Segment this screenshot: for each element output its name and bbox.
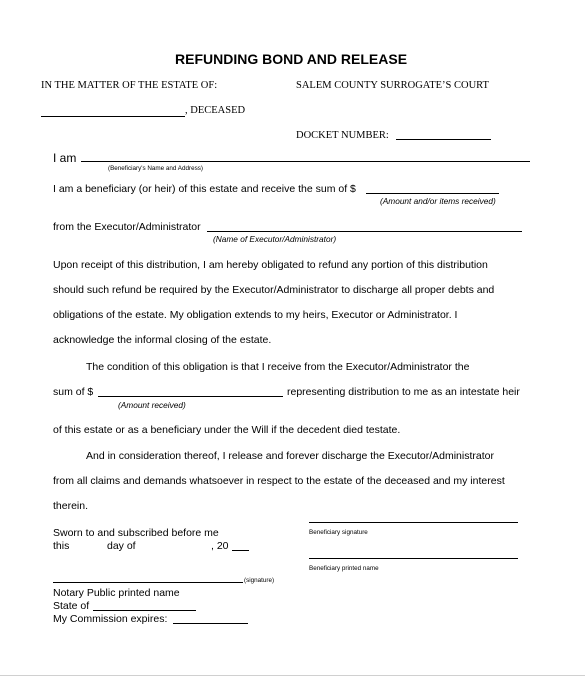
para3-line2: from all claims and demands whatsoever in respect to the estate of the deceased and my interest bbox=[53, 475, 505, 487]
beneficiary-printed-name-line[interactable] bbox=[309, 558, 518, 559]
court-name: SALEM COUNTY SURROGATE’S COURT bbox=[296, 80, 489, 91]
amount-received-caption: (Amount received) bbox=[118, 400, 186, 410]
estate-matter-label: IN THE MATTER OF THE ESTATE OF: bbox=[41, 80, 218, 91]
from-executor-label: from the Executor/Administrator bbox=[53, 221, 201, 233]
beneficiary-name-line[interactable] bbox=[81, 161, 530, 162]
sum-line[interactable] bbox=[366, 193, 499, 194]
amount-received-line[interactable] bbox=[98, 396, 283, 397]
para2-line3: of this estate or as a beneficiary under the Will if the decedent died testate. bbox=[53, 424, 401, 436]
para3-line3: therein. bbox=[53, 500, 89, 512]
para1-line3: obligations of the estate. My obligation extends to my heirs, Executor or Administrator. I bbox=[53, 309, 458, 321]
sum-statement: I am a beneficiary (or heir) of this estate and receive the sum of $ bbox=[53, 183, 356, 195]
sum-of-label: sum of $ bbox=[53, 386, 94, 398]
notary-signature-line[interactable] bbox=[53, 582, 243, 583]
executor-caption: (Name of Executor/Administrator) bbox=[213, 234, 337, 244]
day-of-label: day of bbox=[107, 540, 136, 552]
state-of-label: State of bbox=[53, 600, 90, 612]
para2-line1: The condition of this obligation is that I receive from the Executor/Administrator the bbox=[86, 361, 470, 373]
sworn-text: Sworn to and subscribed before me bbox=[53, 527, 219, 539]
para1-line1: Upon receipt of this distribution, I am hereby obligated to refund any portion of this distribution bbox=[53, 259, 488, 271]
this-label: this bbox=[53, 540, 70, 552]
beneficiary-signature-caption: Beneficiary signature bbox=[309, 529, 368, 536]
amount-caption: (Amount and/or items received) bbox=[380, 196, 496, 206]
executor-name-line[interactable] bbox=[207, 231, 522, 232]
year-label: , 20 bbox=[211, 540, 229, 552]
para1-line4: acknowledge the informal closing of the estate. bbox=[53, 334, 272, 346]
state-line[interactable] bbox=[93, 610, 196, 611]
document-title: REFUNDING BOND AND RELEASE bbox=[175, 51, 408, 67]
docket-label: DOCKET NUMBER: bbox=[296, 130, 389, 141]
deceased-label: , DECEASED bbox=[185, 105, 246, 116]
beneficiary-printed-name-caption: Beneficiary printed name bbox=[309, 565, 379, 572]
signature-caption: (signature) bbox=[244, 577, 275, 584]
docket-number-line[interactable] bbox=[396, 139, 491, 140]
para1-line2: should such refund be required by the Executor/Administrator to discharge all proper debts and bbox=[53, 284, 495, 296]
deceased-name-line[interactable] bbox=[41, 116, 185, 117]
notary-printed-name-label: Notary Public printed name bbox=[53, 587, 180, 599]
i-am-label: I am bbox=[53, 151, 77, 165]
beneficiary-name-caption: (Beneficiary's Name and Address) bbox=[108, 165, 203, 172]
beneficiary-signature-line[interactable] bbox=[309, 522, 518, 523]
representing-text: representing distribution to me as an intestate heir bbox=[287, 386, 520, 398]
commission-expires-line[interactable] bbox=[173, 623, 248, 624]
year-line[interactable] bbox=[232, 550, 249, 551]
para3-line1: And in consideration thereof, I release and forever discharge the Executor/Administrator bbox=[86, 450, 494, 462]
commission-expires-label: My Commission expires: bbox=[53, 613, 168, 625]
